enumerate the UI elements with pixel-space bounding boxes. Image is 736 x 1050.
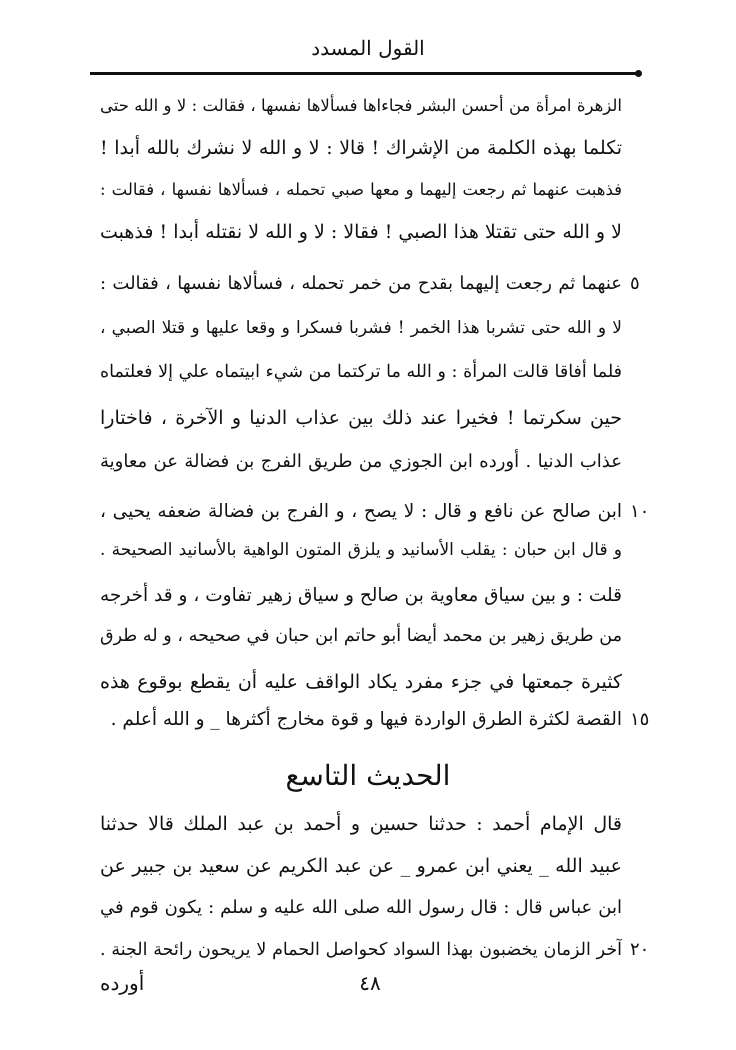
text-line: ابن صالح عن نافع و قال : لا يصح ، و الفرج بن فضالة ضعفه يحيى ،	[100, 501, 622, 522]
text-line: القصة لكثرة الطرق الواردة فيها و قوة مخارج أكثرها _ و الله أعلم .	[110, 709, 622, 730]
text-line: فلما أفاقا قالت المرأة : و الله ما تركتما من شيء ابيتماه علي إلا فعلتماه	[100, 362, 622, 382]
text-line: عذاب الدنيا . أورده ابن الجوزي من طريق الفرج بن فضالة عن معاوية	[100, 451, 622, 472]
text-line: آخر الزمان يخضبون بهذا السواد كحواصل الحمام لا يريحون رائحة الجنة .	[100, 940, 622, 960]
line-number: ١٠	[630, 501, 650, 522]
text-line: ابن عباس قال : قال رسول الله صلى الله عليه و سلم : يكون قوم في	[100, 897, 622, 918]
text-line: من طريق زهير بن محمد أيضا أبو حاتم ابن حبان في صحيحه ، و له طرق	[100, 626, 622, 646]
text-line: حين سكرتما ! فخيرا عند ذلك بين عذاب الدنيا و الآخرة ، فاختارا	[100, 407, 622, 429]
text-line: كثيرة جمعتها في جزء مفرد يكاد الواقف عليه أن يقطع بوقوع هذه	[100, 671, 622, 693]
catchword: أورده	[100, 971, 145, 995]
header-rule	[90, 72, 638, 75]
text-line: لا و الله حتى تشربا هذا الخمر ! فشربا فسكرا و وقعا عليها و قتلا الصبي ،	[100, 318, 622, 338]
text-line: قال الإمام أحمد : حدثنا حسين و أحمد بن عبد الملك قالا حدثنا	[100, 813, 622, 835]
running-title: القول المسدد	[311, 36, 425, 60]
text-line: الزهرة امرأة من أحسن البشر فجاءاها فسألاها نفسها ، فقالت : لا و الله حتى	[100, 96, 622, 115]
line-number: ٥	[630, 273, 640, 294]
text-line: عنهما ثم رجعت إليهما بقدح من خمر تحمله ، فسألاها نفسها ، فقالت :	[100, 273, 622, 294]
line-number: ١٥	[630, 709, 650, 730]
text-line: عبيد الله _ يعني ابن عمرو _ عن عبد الكريم عن سعيد بن جبير عن	[100, 855, 622, 877]
page-number: ٤٨	[359, 971, 381, 995]
text-line: لا و الله حتى تقتلا هذا الصبي ! فقالا : لا و الله لا نقتله أبدا ! فذهبت	[100, 221, 622, 243]
text-line: فذهبت عنهما ثم رجعت إليهما و معها صبي تحمله ، فسألاها نفسها ، فقالت :	[100, 180, 622, 199]
text-line: قلت : و بين سياق معاوية بن صالح و سياق زهير تفاوت ، و قد أخرجه	[100, 585, 622, 606]
text-line: تكلما بهذه الكلمة من الإشراك ! قالا : لا و الله لا نشرك بالله أبدا !	[100, 137, 622, 159]
text-line: و قال ابن حبان : يقلب الأسانيد و يلزق المتون الواهية بالأسانيد الصحيحة .	[100, 540, 622, 560]
line-number: ٢٠	[630, 939, 650, 960]
section-heading: الحديث التاسع	[285, 759, 451, 792]
